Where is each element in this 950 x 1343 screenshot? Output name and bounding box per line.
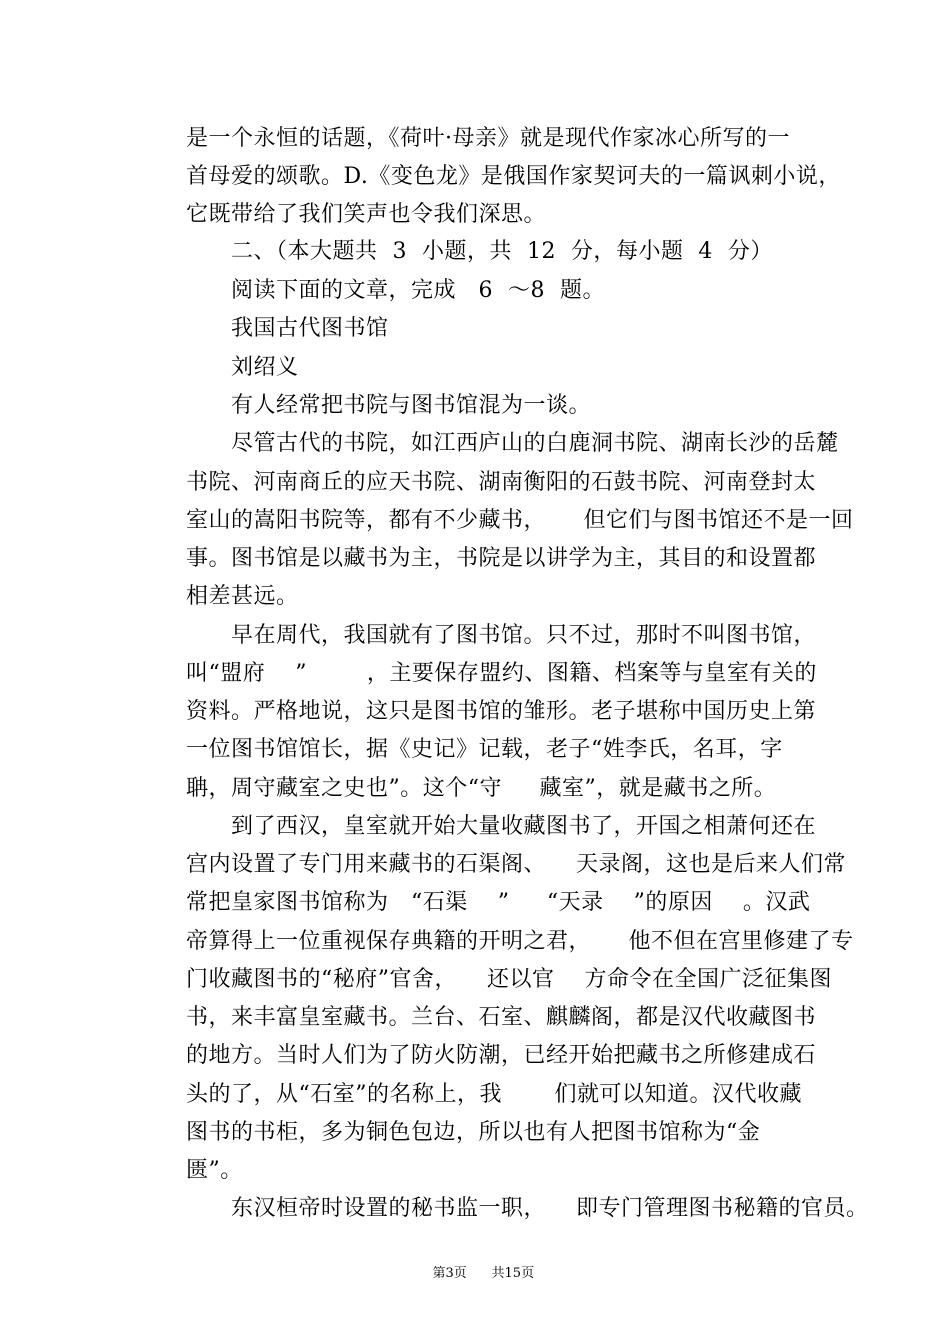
article-author: 刘绍义 [231, 355, 299, 380]
text-line: 头的了，从“石室”的名称上，我 们就可以知道。汉代收藏 [186, 1082, 802, 1107]
text-line: 一位图书馆馆长，据《史记》记载，老子“姓李氏，名耳，字 [186, 737, 783, 762]
page-total: 共15页 [491, 1266, 535, 1281]
text-line: 东汉桓帝时设置的秘书监一职， 即专门管理图书秘籍的官员。 [231, 1196, 869, 1221]
text-line: 叫“盟府 ” ，主要保存盟约、图籍、档案等与皇室有关的 [186, 661, 817, 686]
text-line: 聃，周守藏室之史也”。这个“守 藏室”，就是藏书之所。 [186, 776, 777, 801]
text-line: 宫内设置了专门用来藏书的石渠阁、 天录阁，这也是后来人们常 [186, 852, 846, 877]
text-line: 早在周代，我国就有了图书馆。只不过，那时不叫图书馆， [231, 623, 817, 648]
text-line: 资料。严格地说，这只是图书馆的雏形。老子堪称中国历史上第 [186, 699, 817, 724]
text-line: 匮”。 [186, 1158, 243, 1183]
section-heading: 二、（本大题共 3 小题，共 12 分，每小题 4 分） [231, 239, 773, 264]
text-line: 门收藏图书的“秘府”官舍， 还以官 方命令在全国广泛征集图 [186, 967, 832, 992]
text-line: 帝算得上一位重视保存典籍的开明之君， 他不但在宫里修建了专 [186, 929, 854, 954]
text-line: 书，来丰富皇室藏书。兰台、石室、麒麟阁，都是汉代收藏图书 [186, 1005, 817, 1030]
text-line: 有人经常把书院与图书馆混为一谈。 [231, 393, 592, 418]
page-number: 第3页 [432, 1266, 467, 1281]
text-line: 相差甚远。 [186, 584, 299, 609]
text-line: 书院、河南商丘的应天书院、湖南衡阳的石鼓书院、河南登封太 [186, 470, 817, 495]
text-line: 图书的书柜，多为铜色包边，所以也有人把图书馆称为“金 [186, 1120, 761, 1145]
page-footer [0, 1244, 950, 1304]
text-line: 首母爱的颂歌。D.《变色龙》是俄国作家契诃夫的一篇讽刺小说， [186, 164, 841, 189]
text-line: 是一个永恒的话题，《荷叶·母亲》就是现代作家冰心所写的一 [186, 126, 790, 151]
text-line: 事。图书馆是以藏书为主，书院是以讲学为主，其目的和设置都 [186, 546, 817, 571]
text-line: 室山的嵩阳书院等，都有不少藏书， 但它们与图书馆还不是一回 [186, 508, 854, 533]
text-line: 它既带给了我们笑声也令我们深思。 [186, 202, 547, 227]
text-line: 到了西汉，皇室就开始大量收藏图书了，开国之相萧何还在 [231, 814, 817, 839]
text-line: 的地方。当时人们为了防火防潮，已经开始把藏书之所修建成石 [186, 1043, 817, 1068]
text-line: 常把皇家图书馆称为 “石渠 ” “天录 ”的原因 。汉武 [186, 890, 811, 915]
instruction-line: 阅读下面的文章，完成 6 ～8 题。 [231, 278, 605, 303]
text-line: 尽管古代的书院，如江西庐山的白鹿洞书院、湖南长沙的岳麓 [231, 431, 839, 456]
article-title: 我国古代图书馆 [231, 316, 389, 341]
